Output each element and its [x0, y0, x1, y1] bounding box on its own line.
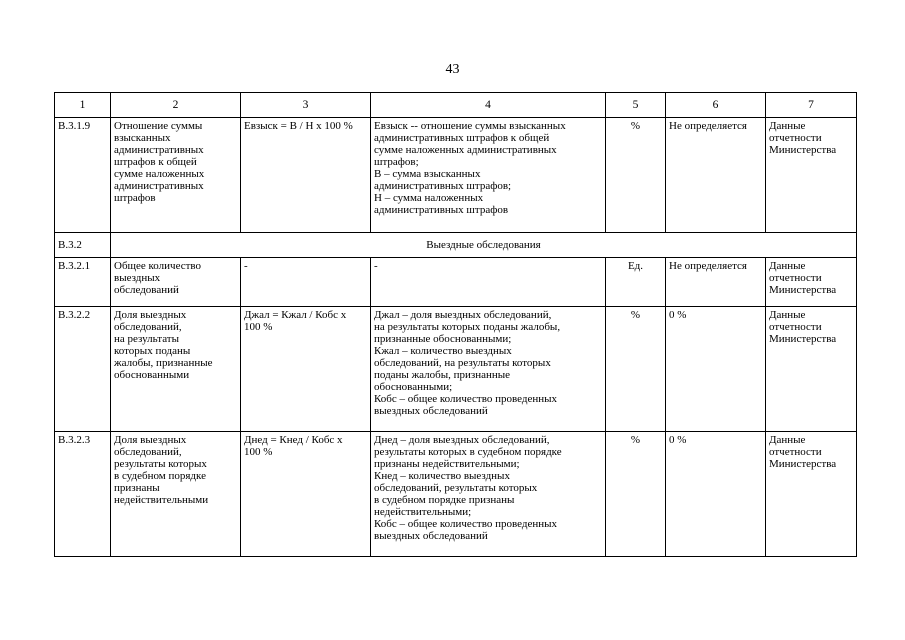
text-line: в судебном порядке признаны — [374, 494, 515, 506]
indicator-name — [111, 258, 241, 307]
text-line: взысканных — [114, 132, 171, 144]
table-row — [55, 118, 857, 233]
indicator-name — [111, 307, 241, 432]
text-line: Данные — [769, 434, 806, 446]
text-line: Отношение суммы — [114, 120, 203, 132]
text-line: В – сумма взысканных — [374, 168, 481, 180]
text-line: обследований, — [114, 321, 182, 333]
text-line: Днед = Кнед / Кобс х — [244, 434, 343, 446]
indicator-unit: Ед. — [606, 258, 666, 307]
text-line: штрафов; — [374, 156, 419, 168]
text-line: сумме наложенных административных — [374, 144, 557, 156]
text-line: Кобс – общее количество проведенных — [374, 518, 558, 530]
text-line: штрафов к общей — [114, 156, 197, 168]
text-line: на результаты — [114, 333, 179, 345]
text-line: признаны — [114, 482, 160, 494]
text-line: обследований, результаты которых — [374, 482, 538, 494]
indicator-code: В.3.1.9 — [55, 118, 111, 233]
text-line: которых поданы — [114, 345, 191, 357]
text-line: Данные — [769, 120, 806, 132]
header-cell: 3 — [241, 93, 371, 118]
text-line: выездных обследований — [374, 530, 488, 542]
indicator-formula — [241, 307, 371, 432]
text-line: Кжал – количество выездных — [374, 345, 512, 357]
text-line: 100 % — [244, 321, 273, 333]
indicator-unit: % — [606, 432, 666, 557]
text-line: Кнед – количество выездных — [374, 470, 510, 482]
text-line: Доля выездных — [114, 434, 187, 446]
indicator-code: В.3.2.3 — [55, 432, 111, 557]
header-cell: 5 — [606, 93, 666, 118]
table-header-row — [55, 93, 857, 118]
indicator-source — [766, 432, 857, 557]
text-line: административных — [114, 144, 204, 156]
text-line: признаны недействительными; — [374, 458, 520, 470]
table-row — [55, 258, 857, 307]
text-line: Кобс – общее количество проведенных — [374, 393, 558, 405]
indicator-description — [371, 118, 606, 233]
section-code: В.3.2 — [55, 233, 111, 258]
indicator-source — [766, 258, 857, 307]
text-line: отчетности — [769, 446, 822, 458]
indicator-target: 0 % — [666, 432, 766, 557]
text-line: Данные — [769, 260, 806, 272]
text-line: обследований, — [114, 446, 182, 458]
indicator-description — [371, 432, 606, 557]
text-line: выездных обследований — [374, 405, 488, 417]
indicator-target: Не определяется — [666, 118, 766, 233]
text-line: Министерства — [769, 458, 837, 470]
text-line: обследований — [114, 284, 179, 296]
text-line: Евзыск = В / Н х 100 % — [244, 120, 353, 132]
indicator-source — [766, 118, 857, 233]
header-cell: 7 — [766, 93, 857, 118]
text-line: результаты которых — [114, 458, 207, 470]
text-line: выездных — [114, 272, 161, 284]
text-line: административных штрафов — [374, 204, 509, 216]
text-line: - — [244, 260, 248, 272]
table-row — [55, 307, 857, 432]
text-line: недействительными — [114, 494, 209, 506]
text-line: Общее количество — [114, 260, 202, 272]
section-row — [55, 233, 857, 258]
indicator-description — [371, 258, 606, 307]
page-number: 43 — [445, 62, 460, 77]
indicator-formula — [241, 258, 371, 307]
text-line: обоснованными; — [374, 381, 453, 393]
indicator-unit: % — [606, 118, 666, 233]
indicator-formula — [241, 118, 371, 233]
text-line: в судебном порядке — [114, 470, 206, 482]
indicator-unit: % — [606, 307, 666, 432]
indicator-formula — [241, 432, 371, 557]
indicator-name — [111, 118, 241, 233]
text-line: штрафов — [114, 192, 156, 204]
text-line: на результаты которых поданы жалобы, — [374, 321, 561, 333]
header-cell: 1 — [55, 93, 111, 118]
text-line: Доля выездных — [114, 309, 187, 321]
table-row — [55, 432, 857, 557]
text-line: административных штрафов к общей — [374, 132, 550, 144]
indicator-name — [111, 432, 241, 557]
text-line: сумме наложенных — [114, 168, 205, 180]
text-line: Джал – доля выездных обследований, — [374, 309, 552, 321]
text-line: обследований, на результаты которых — [374, 357, 551, 369]
text-line: признанные обоснованными; — [374, 333, 512, 345]
text-line: обоснованными — [114, 369, 190, 381]
text-line: отчетности — [769, 272, 822, 284]
text-line: административных штрафов; — [374, 180, 512, 192]
text-line: - — [374, 260, 378, 272]
indicator-description — [371, 307, 606, 432]
indicators-table — [54, 92, 857, 557]
text-line: отчетности — [769, 321, 822, 333]
header-cell: 4 — [371, 93, 606, 118]
text-line: Евзыск -- отношение суммы взысканных — [374, 120, 566, 132]
text-line: поданы жалобы, признанные — [374, 369, 511, 381]
text-line: результаты которых в судебном порядке — [374, 446, 562, 458]
indicator-code: В.3.2.2 — [55, 307, 111, 432]
text-line: Джал = Кжал / Кобс х — [244, 309, 347, 321]
text-line: Министерства — [769, 333, 837, 345]
indicator-code: В.3.2.1 — [55, 258, 111, 307]
text-line: Днед – доля выездных обследований, — [374, 434, 550, 446]
text-line: 100 % — [244, 446, 273, 458]
text-line: Министерства — [769, 144, 837, 156]
text-line: жалобы, признанные — [114, 357, 213, 369]
text-line: отчетности — [769, 132, 822, 144]
header-cell: 6 — [666, 93, 766, 118]
text-line: административных — [114, 180, 204, 192]
text-line: Н – сумма наложенных — [374, 192, 484, 204]
indicator-target: Не определяется — [666, 258, 766, 307]
indicator-source — [766, 307, 857, 432]
header-cell: 2 — [111, 93, 241, 118]
text-line: Данные — [769, 309, 806, 321]
indicator-target: 0 % — [666, 307, 766, 432]
text-line: недействительными; — [374, 506, 472, 518]
section-title: Выездные обследования — [111, 233, 857, 258]
text-line: Министерства — [769, 284, 837, 296]
